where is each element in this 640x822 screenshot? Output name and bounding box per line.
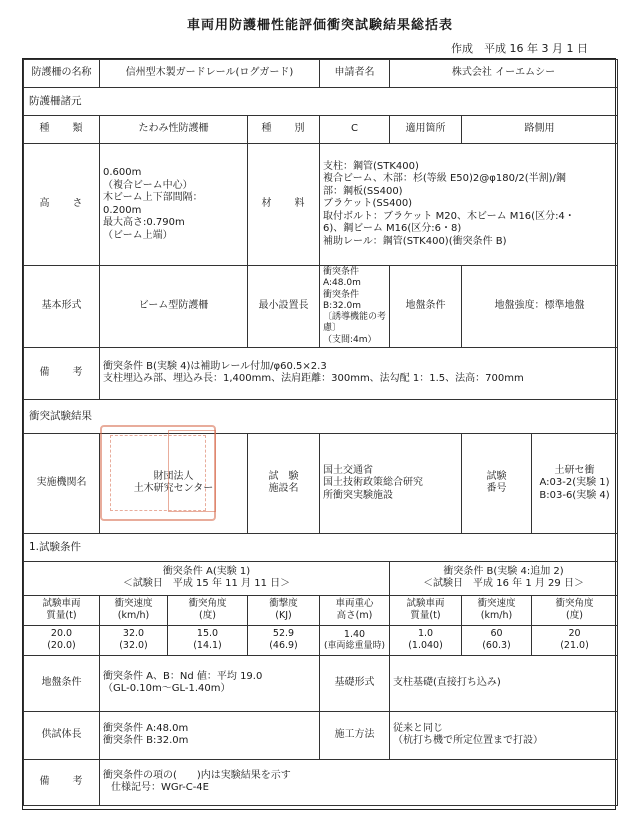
cond-b-date: ＜試験日 平成 16 年 1 月 29 日＞ bbox=[423, 578, 584, 590]
value-speed-b: 60 (60.3) bbox=[462, 625, 532, 655]
name-value: 信州型木製ガードレール(ログガード) bbox=[100, 60, 320, 88]
sample-length-value bbox=[100, 711, 320, 759]
value-speed: 32.0 (32.0) bbox=[100, 625, 168, 655]
num-line: A:03-2(実験 1) bbox=[539, 477, 610, 488]
test-number-label bbox=[462, 433, 532, 533]
condition-b-header bbox=[390, 561, 618, 595]
material-label: 材 料 bbox=[248, 144, 320, 266]
place-label: 適用箇所 bbox=[390, 116, 462, 144]
note2-line: 衝突条件の項の( )内は実験結果を示す bbox=[103, 769, 291, 781]
facility-label bbox=[248, 433, 320, 533]
num-label-line: 試験 bbox=[486, 470, 507, 482]
header-impact: 衝撃度 (KJ) bbox=[248, 595, 320, 625]
applicant-label: 申請者名 bbox=[320, 60, 390, 88]
seal-stamp-inner bbox=[168, 430, 216, 512]
header-mass: 試験車両 質量(t) bbox=[24, 595, 100, 625]
test-number-value bbox=[532, 433, 618, 533]
material-line: 複合ビーム、木部：杉(等級 E50)2@φ180/2(半割)/鋼 bbox=[323, 173, 566, 185]
ground-value: 地盤強度：標準地盤 bbox=[462, 266, 618, 348]
value-angle: 15.0 (14.1) bbox=[168, 625, 248, 655]
method-line: （杭打ち機で所定位置まで打設） bbox=[393, 735, 543, 747]
min-line: 衝突条件 B:32.0m bbox=[323, 289, 362, 311]
note-value bbox=[100, 347, 618, 399]
height-line: 木ビーム上下部間隔： bbox=[103, 192, 203, 203]
foundation-label: 基礎形式 bbox=[320, 655, 390, 711]
org-line: 財団法人 bbox=[153, 470, 194, 482]
org-label: 実施機関名 bbox=[24, 433, 100, 533]
material-line: 取付ボルト：ブラケット M20、木ビーム M16(区分:4・ bbox=[323, 210, 575, 222]
type-label: 種 類 bbox=[24, 116, 100, 144]
material-value bbox=[320, 144, 618, 266]
class-label: 種 別 bbox=[248, 116, 320, 144]
document-title: 車両用防護柵性能評価衝突試験結果総括表 bbox=[186, 18, 453, 33]
height-label: 高 さ bbox=[24, 144, 100, 266]
num-line: 土研セ衝 bbox=[554, 464, 595, 476]
note2-label: 備 考 bbox=[24, 759, 100, 805]
min-line: （支間:4m） bbox=[323, 334, 377, 345]
min-line: 衝突条件 A:48.0m bbox=[323, 267, 361, 289]
note-line: 衝突条件 B(実験 4)は補助レール付加/φ60.5×2.3 bbox=[103, 360, 327, 372]
sample-line: 衝突条件 A:48.0m bbox=[103, 722, 189, 734]
ground2-label: 地盤条件 bbox=[24, 655, 100, 711]
cond-b-title: 衝突条件 B(実験 4:追加 2) bbox=[443, 565, 564, 577]
method-line: 従来と同じ bbox=[393, 722, 443, 734]
material-line: ブラケット(SS400) bbox=[323, 198, 413, 210]
org-line: 土木研究センター bbox=[133, 483, 214, 495]
applicant-value: 株式会社 イーエムシー bbox=[390, 60, 618, 88]
num-line: B:03-6(実験 4) bbox=[539, 489, 610, 501]
form-value: ビーム型防護柵 bbox=[100, 266, 248, 348]
height-line: 0.600m bbox=[103, 167, 142, 178]
header-speed: 衝突速度 (km/h) bbox=[100, 595, 168, 625]
facility-label-line: 試 験 bbox=[268, 470, 299, 482]
facility-value bbox=[320, 433, 462, 533]
header-angle-b: 衝突角度 (度) bbox=[532, 595, 618, 625]
foundation-value: 支柱基礎(直接打ち込み) bbox=[390, 655, 618, 711]
facility-line: 国土交通省 bbox=[323, 464, 373, 476]
material-line: 補助レール：鋼管(STK400)(衝突条件 B) bbox=[323, 235, 507, 247]
value-mass-b: 1.0 (1.040) bbox=[390, 625, 462, 655]
sample-length-label: 供試体長 bbox=[24, 711, 100, 759]
value-mass: 20.0 (20.0) bbox=[24, 625, 100, 655]
class-value: C bbox=[320, 116, 390, 144]
cond-a-date: ＜試験日 平成 15 年 11 月 11 日＞ bbox=[122, 578, 291, 590]
num-label-line: 番号 bbox=[486, 483, 507, 495]
place-value: 路側用 bbox=[462, 116, 618, 144]
height-line: （複合ビーム中心） bbox=[103, 179, 193, 191]
ground2-line: （GL-0.10m～GL-1.40m） bbox=[103, 683, 231, 695]
note-line: 支柱埋込み部、埋込み長：1,400mm、法肩距離：300mm、法勾配 1：1.5、法高：700mm bbox=[103, 373, 524, 385]
spec-section-heading: 防護柵諸元 bbox=[24, 88, 618, 116]
height-line: （ビーム上端） bbox=[103, 229, 173, 241]
header-cg: 車両重心 高さ(m) bbox=[320, 595, 390, 625]
ground2-line: 衝突条件 A、B：Nd 値：平均 19.0 bbox=[103, 670, 263, 682]
value-angle-b: 20 (21.0) bbox=[532, 625, 618, 655]
height-line: 最大高さ:0.790m bbox=[103, 217, 185, 228]
form-label: 基本形式 bbox=[24, 266, 100, 348]
material-line: 支柱：鋼管(STK400) bbox=[323, 160, 419, 172]
header-mass-b: 試験車両 質量(t) bbox=[390, 595, 462, 625]
cond-a-title: 衝突条件 A(実験 1) bbox=[162, 565, 251, 577]
name-label: 防護柵の名称 bbox=[24, 60, 100, 88]
min-line: 〔誘導機能の考慮〕 bbox=[323, 312, 387, 334]
header-speed-b: 衝突速度 (km/h) bbox=[462, 595, 532, 625]
min-length-value bbox=[320, 266, 390, 348]
result-section-heading: 衝突試験結果 bbox=[24, 399, 618, 433]
material-line: 6)、鋼ビーム M16(区分:6・8) bbox=[323, 223, 462, 235]
facility-line: 国土技術政策総合研究 bbox=[323, 477, 423, 488]
method-value bbox=[390, 711, 618, 759]
note2-line: 仕様記号：WGr-C-4E bbox=[111, 782, 209, 794]
facility-label-line: 施設名 bbox=[268, 483, 299, 495]
min-length-label: 最小設置長 bbox=[248, 266, 320, 348]
creation-date: 作成 平成 16 年 3 月 1 日 bbox=[451, 42, 588, 55]
facility-line: 所衝突実験施設 bbox=[323, 489, 393, 501]
value-cg: 1.40 (車両総重量時) bbox=[320, 625, 390, 655]
height-line: 0.200m bbox=[103, 204, 142, 216]
ground-label: 地盤条件 bbox=[390, 266, 462, 348]
material-line: 部：鋼板(SS400) bbox=[323, 185, 403, 197]
height-value bbox=[100, 144, 248, 266]
condition-section-heading: 1.試験条件 bbox=[24, 533, 618, 561]
sample-line: 衝突条件 B:32.0m bbox=[103, 735, 189, 747]
note-label: 備 考 bbox=[24, 347, 100, 399]
type-value: たわみ性防護柵 bbox=[100, 116, 248, 144]
condition-a-header bbox=[24, 561, 390, 595]
method-label: 施工方法 bbox=[320, 711, 390, 759]
value-impact: 52.9 (46.9) bbox=[248, 625, 320, 655]
header-angle: 衝突角度 (度) bbox=[168, 595, 248, 625]
ground2-value bbox=[100, 655, 320, 711]
note2-value bbox=[100, 759, 618, 805]
